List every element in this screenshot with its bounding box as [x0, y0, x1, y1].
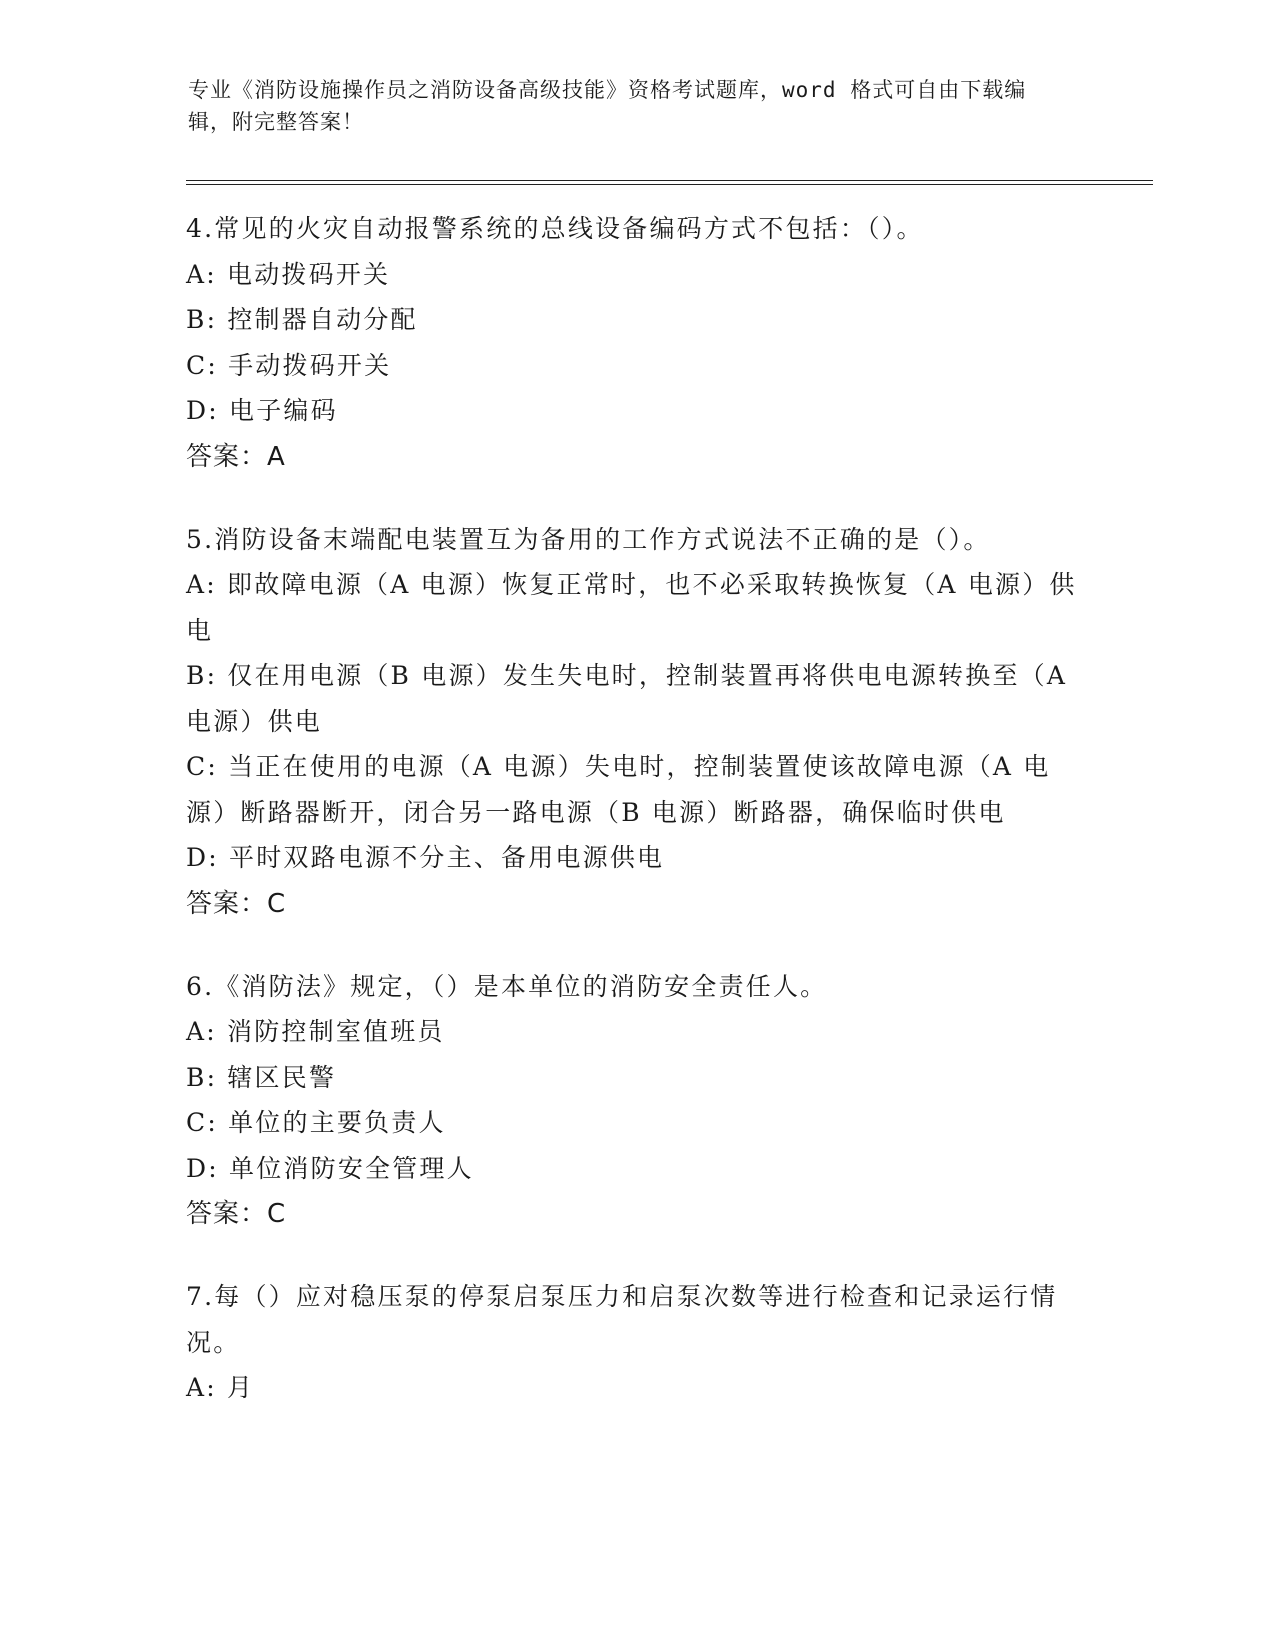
- question-stem: 4.常见的火灾自动报警系统的总线设备编码方式不包括：（）。: [186, 214, 924, 243]
- option-c: C: 当正在使用的电源（A 电源）失电时，控制装置使该故障电源（A 电源）断路器断开，闭合另一路电源（B 电源）断路器，确保临时供电: [186, 752, 1051, 827]
- question-5: [186, 517, 1086, 927]
- option-d: D: 电子编码: [186, 396, 338, 425]
- question-7: [186, 1274, 1086, 1411]
- option-c: C: 单位的主要负责人: [186, 1108, 446, 1137]
- question-stem: 6.《消防法》规定，（）是本单位的消防安全责任人。: [186, 971, 828, 1001]
- option-b: B: 仅在用电源（B 电源）发生失电时，控制装置再将供电电源转换至（A 电源）供电: [186, 661, 1068, 736]
- option-c: C: 手动拨码开关: [186, 350, 392, 380]
- option-d: D: 单位消防安全管理人: [186, 1153, 474, 1183]
- document-intro: 专业《消防设施操作员之消防设备高级技能》资格考试题库，word 格式可自由下载编辑，附完整答案！: [188, 78, 1027, 134]
- option-a: A: 即故障电源（A 电源）恢复正常时，也不必采取转换恢复（A 电源）供电: [186, 570, 1077, 645]
- answer: 答案：C: [186, 888, 287, 919]
- header-divider-top: [186, 180, 1153, 181]
- answer: 答案：C: [186, 1199, 287, 1229]
- question-stem: 5.消防设备末端配电装置互为备用的工作方式说法不正确的是（）。: [186, 524, 991, 554]
- option-a: A: 月: [186, 1373, 255, 1402]
- option-b: B: 辖区民警: [186, 1062, 337, 1092]
- question-6: [186, 964, 1086, 1238]
- answer: 答案：A: [186, 441, 286, 472]
- option-a: A: 消防控制室值班员: [186, 1017, 445, 1046]
- option-b: B: 控制器自动分配: [186, 305, 418, 334]
- header-divider-bottom: [186, 184, 1153, 185]
- option-d: D: 平时双路电源不分主、备用电源供电: [186, 843, 665, 872]
- question-list: [186, 206, 1086, 1448]
- question-4: [186, 206, 1086, 480]
- question-stem: 7.每（）应对稳压泵的停泵启泵压力和启泵次数等进行检查和记录运行情况。: [186, 1282, 1058, 1357]
- option-a: A: 电动拨码开关: [186, 259, 391, 289]
